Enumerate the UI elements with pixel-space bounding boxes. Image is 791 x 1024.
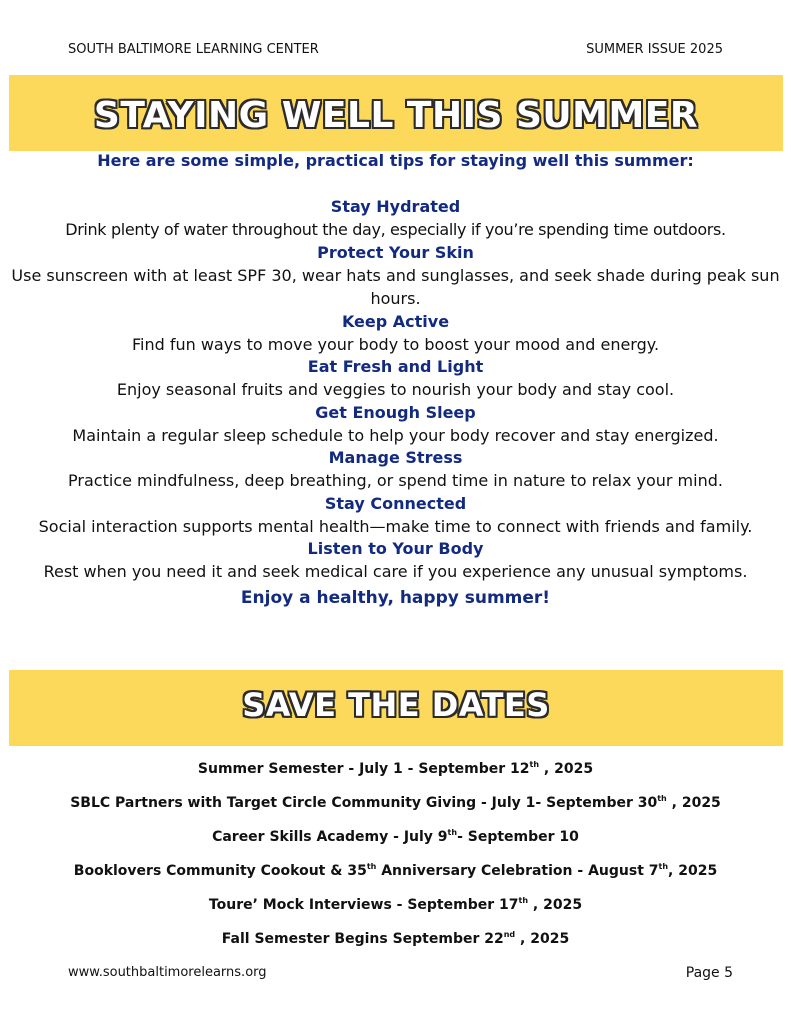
date-item: Fall Semester Begins September 22nd , 2025 [221, 930, 570, 947]
footer-website-link[interactable]: www.southbaltimorelearns.org [68, 965, 267, 980]
tip-heading-body: Listen to Your Body [307, 539, 484, 558]
dates-list [0, 752, 791, 956]
tip-body-hydrated: Drink plenty of water throughout the day, especially if you’re spending time outdoors. [65, 220, 726, 239]
date-item: SBLC Partners with Target Circle Community Giving - July 1- September 30th , 2025 [70, 794, 721, 811]
date-item: Booklovers Community Cookout & 35th Anniversary Celebration - August 7th, 2025 [73, 862, 718, 879]
wellness-title: STAYING WELL THIS SUMMER [93, 94, 699, 136]
wellness-tips [0, 150, 791, 610]
date-item: Career Skills Academy - July 9th- September 10 [212, 828, 579, 845]
date-item: Summer Semester - July 1 - September 12th , 2025 [197, 760, 594, 777]
tip-body-sleep: Maintain a regular sleep schedule to help your body recover and stay energized. [72, 425, 719, 445]
tip-body-active: Find fun ways to move your body to boost your mood and energy. [131, 334, 660, 354]
tip-body-skin: Use sunscreen with at least SPF 30, wear hats and sunglasses, and seek shade during peak sun hours. [11, 265, 780, 308]
page-number: Page 5 [685, 965, 733, 981]
header-org-name: SOUTH BALTIMORE LEARNING CENTER [68, 42, 319, 57]
tip-body-connected: Social interaction supports mental health—make time to connect with friends and family. [38, 516, 753, 536]
dates-title: SAVE THE DATES [242, 686, 550, 724]
tip-heading-sleep: Get Enough Sleep [315, 402, 476, 422]
tip-body-fresh: Enjoy seasonal fruits and veggies to nourish your body and stay cool. [116, 380, 675, 399]
tip-heading-hydrated: Stay Hydrated [330, 197, 461, 216]
tip-body-stress: Practice mindfulness, deep breathing, or spend time in nature to relax your mind. [68, 471, 723, 490]
tip-heading-fresh: Eat Fresh and Light [307, 357, 484, 376]
date-item: Toure’ Mock Interviews - September 17th , 2025 [208, 896, 583, 913]
tip-body-body: Rest when you need it and seek medical care if you experience any unusual symptoms. [43, 562, 748, 581]
tip-heading-stress: Manage Stress [328, 448, 463, 467]
wellness-outro: Enjoy a healthy, happy summer! [240, 587, 551, 608]
dates-banner [9, 670, 783, 746]
tip-heading-active: Keep Active [341, 311, 450, 331]
wellness-intro: Here are some simple, practical tips for staying well this summer: [97, 151, 694, 170]
header-issue: SUMMER ISSUE 2025 [586, 42, 723, 57]
wellness-banner [9, 75, 783, 151]
tip-heading-connected: Stay Connected [324, 493, 467, 513]
tip-heading-skin: Protect Your Skin [317, 242, 474, 262]
